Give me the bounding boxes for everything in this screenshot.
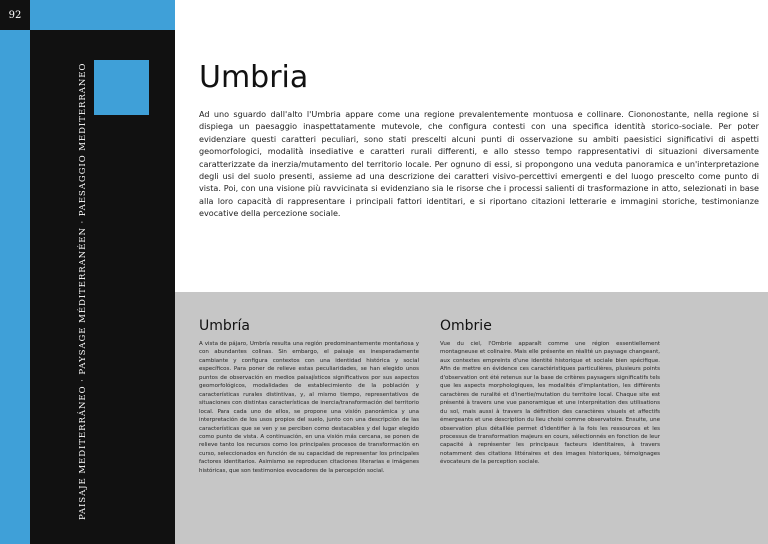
blue-margin-top: [30, 0, 175, 30]
spine-title: PAISAJE MEDITERRÁNEO · PAYSAGE MÉDITERRANÉEN · PAESAGGIO MEDITERRANEO: [78, 62, 88, 520]
blue-square-decoration: [94, 60, 149, 115]
intro-paragraph: Ad uno sguardo dall'alto l'Umbria appare come una regione prevalentemente montuosa e collinare. Ciononostante, nella regione si dispiega un paesaggio inaspettatamente mutevole, che configura contesti con una specifica identità storico-sociale. Per poter evidenziare questi caratteri peculiari, sono stati prescelti alcuni punti di osservazione su ambiti paesistici significativi di aspetti geomorfologici, modalità insediative e caratteri rurali differenti, e allo stesso tempo rappresentativi di situazioni diversamente caratterizzate da inerzia/mutamento del territorio locale. Per ognuno di essi, si propongono una veduta panoramica e un'interpretazione degli usi del suolo presenti, assieme ad una descrizione dei caratteri visivo-percettivi emergenti e del luogo prescelto come punto di vista. Poi, con una visione più ravvicinata si evidenziano sia le risorse che i processi salienti di trasformazione in atto, selezionati in base alla loro capacità di rappresentare i principali fattori identitari, e si riportano citazioni letterarie e immagini storiche, testimonianze evocative della percezione sociale.: [199, 109, 759, 219]
french-text: Vue du ciel, l'Ombrie apparaît comme une région essentiellement montagneuse et colinaire. Mais elle présente en réalité un paysage changeant, aux contextes empreints d'une identité historique et sociale bien spécifique. Afin de mettre en évidence ces caractéristiques particulières, plusieurs points d'observation ont été retenus sur la base de critères paysagers significatifs tels que les aspects morphologiques, les modalités d'implantation, les différents caractères de ruralité et d'inertie/mutation du territoire local. Chaque site est présenté à travers une vue panoramique et une interprétation des utilisations du sol, mais aussi à travers la définition des caractères visuels et affectifs émergeants et une description du lieu choisi comme observatoire. Ensuite, une observation plus détaillée permet d'identifier à la fois les ressources et les processus de transformation majeurs en cours, sélectionnés en fonction de leur capacité à représenter les principaux facteurs identitaires, à travers notamment des citations littéraires et des images historiques, témoignages évocateurs de la perception sociale.: [440, 341, 660, 466]
spanish-title: Umbría: [199, 318, 250, 334]
page-title: Umbria: [199, 60, 309, 95]
spanish-text: A vista de pájaro, Umbría resulta una región predominantemente montañosa y con abundantes colinas. Sin embargo, el paisaje es inesperadamente cambiante y configura contextos con una identidad histórica y social específicos. Para poner de relieve estas peculiaridades, se han elegido unos puntos de observación en medios paisajísticos significativos por sus aspectos geomorfológicos, modalidades de establecimiento de la población y características rurales distintivas, y, al mismo tiempo, representativos de situaciones con distintas características de inercia/transformación del territorio local. Para cada uno de ellos, se propone una visión panorámica y una interpretación de los usos propios del suelo, junto con una descripción de las características que se ven y se perciben como destacables y del lugar elegido como punto de vista. A continuación, en una visión más cercana, se ponen de relieve tanto los recursos como los principales procesos de transformación en curso, seleccionados en función de su capacidad de representar los principales factores identitarios. Asimismo se reproducen citaciones literarias e imágenes históricas, que son testimonios evocadores de la percepción social.: [199, 341, 419, 474]
blue-margin-left: [0, 30, 30, 544]
page-number: 92: [0, 0, 30, 30]
french-title: Ombrie: [440, 318, 492, 334]
